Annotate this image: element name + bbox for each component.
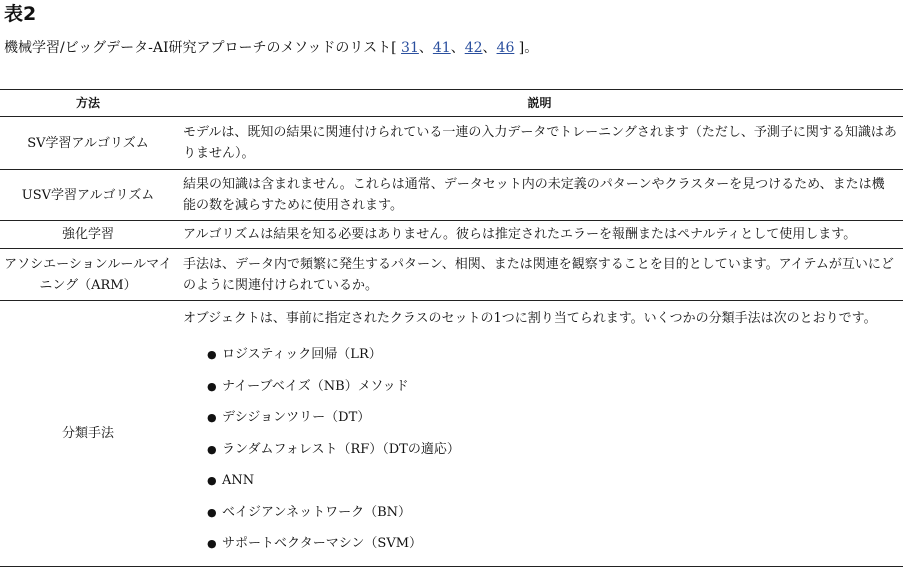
list-item-label: ナイーブベイズ（NB）メソッド: [222, 378, 409, 394]
list-item-label: サポートベクターマシン（SVM）: [222, 536, 423, 552]
list-item: [207, 497, 897, 529]
table-row: [0, 117, 903, 170]
caption-closing: ]。: [514, 40, 539, 56]
classification-method-list: [183, 339, 897, 560]
list-item: [207, 339, 897, 371]
table-row: [0, 301, 903, 567]
reference-link-42[interactable]: 42: [464, 40, 483, 56]
description-cell: アルゴリズムは結果を知る必要はありません。彼らは推定されたエラーを報酬またはペナルティとして使用します。: [176, 221, 903, 249]
description-cell: モデルは、既知の結果に関連付けられている一連の入力データでトレーニングされます（ただし、予測子に関する知識はありません）。: [176, 117, 903, 170]
description-cell: 手法は、データ内で頻繁に発生するパターン、相関、または関連を観察することを目的としています。アイテムが互いにどのように関連付けられているか。: [176, 249, 903, 301]
list-item-label: ベイジアンネットワーク（BN）: [222, 504, 412, 520]
reference-link-41[interactable]: 41: [432, 40, 451, 56]
bullet-icon: ●: [207, 411, 217, 425]
description-cell: 結果の知識は含まれません。これらは通常、データセット内の未定義のパターンやクラスターを見つけるため、または機能の数を減らすために使用されます。: [176, 170, 903, 221]
list-item: [207, 434, 897, 466]
bullet-icon: ●: [207, 379, 217, 393]
caption-separator: 、: [450, 40, 465, 56]
method-cell: 分類手法: [0, 301, 176, 567]
table-row: [0, 221, 903, 249]
table-row: [0, 170, 903, 221]
list-item: [207, 528, 897, 560]
caption-text: 機械学習/ビッグデータ-AI研究アプローチのメソッドのリスト[: [4, 40, 402, 56]
column-header-method: 方法: [0, 90, 176, 117]
reference-link-46[interactable]: 46: [496, 40, 515, 56]
method-cell: 強化学習: [0, 221, 176, 249]
list-item-label: ロジスティック回帰（LR）: [222, 347, 382, 363]
bullet-icon: ●: [207, 348, 217, 362]
caption-separator: 、: [482, 40, 497, 56]
method-cell: アソシエーションルールマイニング（ARM）: [0, 249, 176, 301]
method-cell: SV学習アルゴリズム: [0, 117, 176, 170]
table-header-row: [0, 90, 903, 117]
list-item-label: ANN: [222, 473, 255, 489]
description-text: オブジェクトは、事前に指定されたクラスのセットの1つに割り当てられます。いくつかの分類手法は次のとおりです。: [183, 311, 877, 327]
description-cell: [176, 301, 903, 567]
bullet-icon: ●: [207, 442, 217, 456]
list-item-label: デシジョンツリー（DT）: [222, 410, 371, 426]
caption-separator: 、: [418, 40, 433, 56]
table-label: 表2: [4, 3, 37, 25]
methods-table: [0, 89, 903, 567]
reference-link-31[interactable]: 31: [401, 40, 419, 56]
table-caption: [4, 38, 538, 58]
bullet-icon: ●: [207, 474, 217, 488]
table-row: [0, 249, 903, 301]
list-item: [207, 465, 897, 497]
list-item: [207, 402, 897, 434]
list-item-label: ランダムフォレスト（RF）（DTの適応）: [222, 441, 460, 457]
list-item: [207, 371, 897, 403]
method-cell: USV学習アルゴリズム: [0, 170, 176, 221]
column-header-description: 説明: [176, 90, 903, 117]
bullet-icon: ●: [207, 537, 217, 551]
bullet-icon: ●: [207, 505, 217, 519]
